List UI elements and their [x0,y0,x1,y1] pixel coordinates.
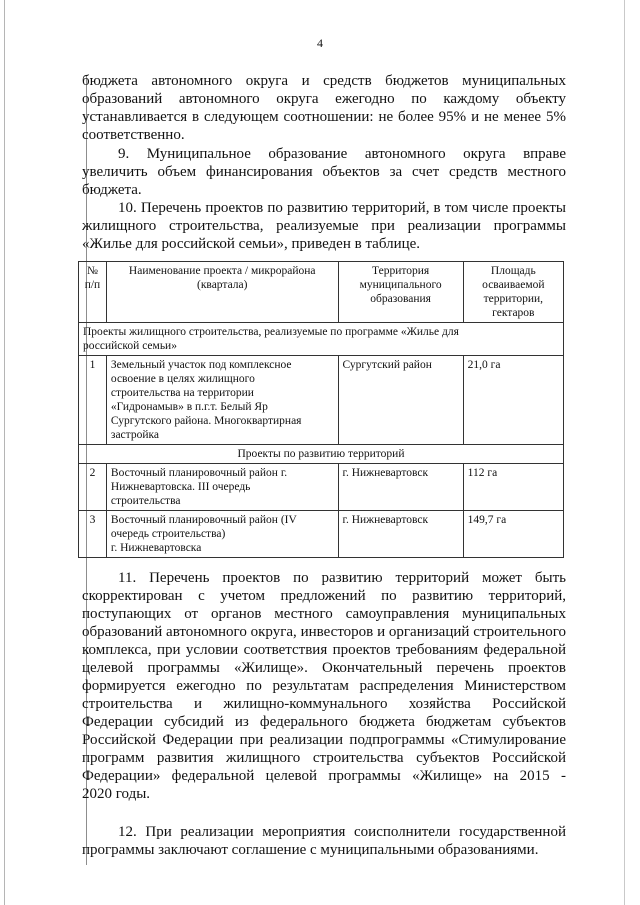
table-row [79,356,564,445]
paragraph-12-line: 12. При реализации мероприятия соисполнители государственной [118,824,566,840]
table-row [79,511,564,558]
paragraph-11-line: 11. Перечень проектов по развитию территорий может быть [118,570,566,586]
paragraph-11-line: программ развития жилищного строительства субъектов Российской [82,750,566,766]
page-number: 4 [317,36,323,50]
paragraph-9 [82,145,566,199]
section-territory-projects: Проекты по развитию территорий [79,445,564,464]
scan-edge-left [4,0,5,905]
row-number: 3 [79,511,107,558]
paragraph-9-line: бюджета. [82,182,142,198]
paragraph-9-line: 9. Муниципальное образование автономного округа вправе [118,146,566,162]
row-territory: Сургутский район [338,356,463,445]
paragraph-11-line: скорректирован с учетом предложений по развитию территорий, [82,588,566,604]
projects-table [78,261,564,558]
section-housing-projects: Проекты жилищного строительства, реализуемые по программе «Жилье для российской семьи» [79,323,564,356]
row-area: 21,0 га [463,356,563,445]
table-header-row [79,262,564,323]
paragraph-9-line: увеличить объем финансирования объектов за счет средств местного [82,164,566,180]
row-project-name: Восточный планировочный район г. Нижневартовска. III очередь строительства [106,464,338,511]
row-project-name: Земельный участок под комплексное освоение в целях жилищного строительства на территории «Гидронамыв» в п.г.т. Белый Яр Сургутского района. Многоквартирная застройка [106,356,338,445]
paragraph-12-line: программы заключают соглашение с муниципальными образованиями. [82,842,539,858]
header-territory: Территория муниципального образования [338,262,463,323]
paragraph-11-line: поступающих от органов местного самоуправления муниципальных [82,606,566,622]
scan-edge-right [624,0,625,905]
row-number: 1 [79,356,107,445]
row-number: 2 [79,464,107,511]
row-territory: г. Нижневартовск [338,511,463,558]
paragraph-11-line: Федерации» федеральной целевой программы «Жилище» на 2015 - [82,768,566,784]
table-section-row [79,323,564,356]
row-project-name: Восточный планировочный район (IV очередь строительства) г. Нижневартовска [106,511,338,558]
header-area: Площадь осваиваемой территории, гектаров [463,262,563,323]
header-project-name: Наименование проекта / микрорайона (квартала) [106,262,338,323]
intro-line: соответственно. [82,127,185,143]
paragraph-10 [82,199,566,253]
paragraph-11 [82,569,566,803]
paragraph-11-line: Российской Федерации при реализации подпрограммы «Стимулирование [82,732,566,748]
paragraph-10-line: 10. Перечень проектов по развитию территорий, в том числе проекты [118,200,566,216]
row-area: 149,7 га [463,511,563,558]
row-area: 112 га [463,464,563,511]
paragraph-11-line: 2020 годы. [82,786,151,802]
header-number: № п/п [79,262,107,323]
intro-line: бюджета автономного округа и средств бюджетов муниципальных [82,73,566,89]
paragraph-11-line: строительства и жилищно-коммунального хозяйства Российской [82,696,566,712]
paragraph-11-line: целевой программы «Жилище». Окончательный перечень проектов [82,660,566,676]
table-row [79,464,564,511]
paragraph-11-line: комплекса, при условии соответствия проектов требованиям федеральной [82,642,566,658]
intro-paragraph [82,72,566,144]
paragraph-10-line: «Жилье для российской семьи», приведен в таблице. [82,236,421,252]
paragraph-12 [82,823,566,859]
row-territory: г. Нижневартовск [338,464,463,511]
intro-line: образований автономного округа ежегодно по каждому объекту [82,91,566,107]
intro-line: устанавливается в следующем соотношении: не более 95% и не менее 5% [82,109,566,125]
paragraph-11-line: формируется ежегодно по результатам распределения Министерством [82,678,566,694]
table-section-row [79,445,564,464]
paragraph-11-line: образований автономного округа, инвесторов и организаций строительного [82,624,566,640]
paragraph-11-line: Федерации субсидий из федерального бюджета бюджетам субъектов [82,714,566,730]
paragraph-10-line: жилищного строительства, реализуемые при реализации программы [82,218,566,234]
